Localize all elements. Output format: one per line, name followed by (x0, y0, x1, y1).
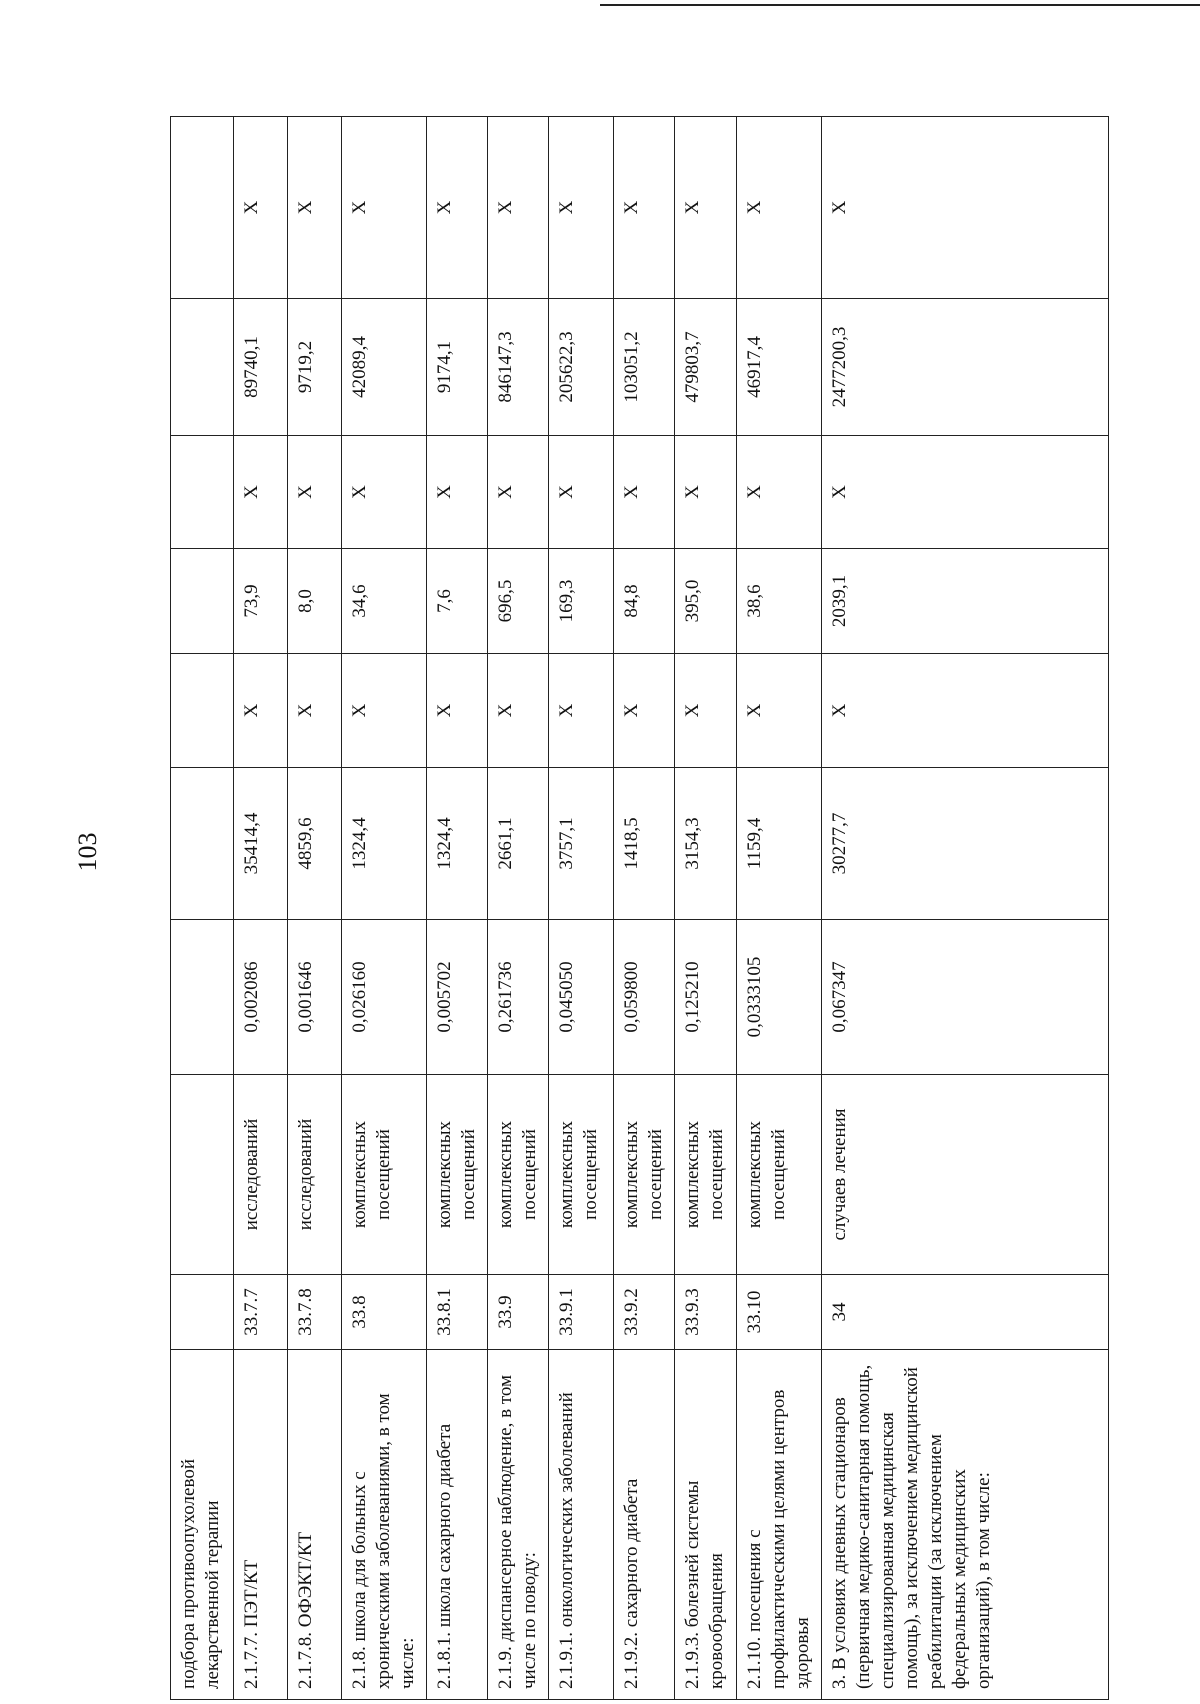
cell-name: 2.1.10. посещения с профилактическими целями центров здоровья (737, 1350, 822, 1700)
cell-volume-per-person: 0,125210 (675, 920, 737, 1075)
cell-unit: комплексных посещений (427, 1075, 488, 1275)
cell-code: 33.7.7 (234, 1275, 288, 1350)
cell-code: 33.9.2 (614, 1275, 675, 1350)
cell-per-capita: 84,8 (614, 549, 675, 654)
table-row (234, 117, 288, 1700)
cell-per-capita: 8,0 (288, 549, 342, 654)
table-body (171, 117, 1109, 1700)
page-number: 103 (73, 832, 102, 872)
cell-total: 846147,3 (488, 299, 549, 436)
table-row (342, 117, 427, 1700)
cell-per-capita: 73,9 (234, 549, 288, 654)
cell-total: 2477200,3 (822, 299, 1109, 436)
cell-cost-per-unit: 1324,4 (427, 768, 488, 920)
cell-total (171, 299, 234, 436)
cell-name: 2.1.7.8. ОФЭКТ/КТ (288, 1350, 342, 1700)
cell-volume-per-person: 0,001646 (288, 920, 342, 1075)
cell-name: 2.1.9.2. сахарного диабета (614, 1350, 675, 1700)
cell-x-mark-1: X (488, 654, 549, 768)
cell-x-mark-1: X (822, 654, 1109, 768)
cell-code: 33.8 (342, 1275, 427, 1350)
cell-cost-per-unit: 35414,4 (234, 768, 288, 920)
cell-x-mark-3: X (488, 117, 549, 299)
table-row (549, 117, 614, 1700)
cell-code: 33.9.1 (549, 1275, 614, 1350)
cell-unit: комплексных посещений (675, 1075, 737, 1275)
financing-table (170, 116, 1109, 1700)
cell-x-mark-2 (171, 436, 234, 549)
table-row (488, 117, 549, 1700)
cell-x-mark-3: X (549, 117, 614, 299)
cell-cost-per-unit: 1418,5 (614, 768, 675, 920)
cell-per-capita: 38,6 (737, 549, 822, 654)
cell-x-mark-1: X (234, 654, 288, 768)
cell-volume-per-person: 0,067347 (822, 920, 1109, 1075)
cell-volume-per-person: 0,045050 (549, 920, 614, 1075)
cell-x-mark-3: X (427, 117, 488, 299)
table-row (822, 117, 1109, 1700)
cell-x-mark-1: X (288, 654, 342, 768)
cell-x-mark-3: X (234, 117, 288, 299)
cell-total: 9174,1 (427, 299, 488, 436)
cell-per-capita: 395,0 (675, 549, 737, 654)
cell-x-mark-2: X (614, 436, 675, 549)
cell-x-mark-3: X (675, 117, 737, 299)
table-row (288, 117, 342, 1700)
cell-unit: комплексных посещений (737, 1075, 822, 1275)
cell-volume-per-person: 0,059800 (614, 920, 675, 1075)
top-rule (600, 4, 1200, 6)
cell-x-mark-1: X (342, 654, 427, 768)
cell-name: 2.1.8. школа для больных с хроническими заболеваниями, в том числе: (342, 1350, 427, 1700)
cell-code: 33.9.3 (675, 1275, 737, 1350)
cell-x-mark-2: X (549, 436, 614, 549)
cell-x-mark-3 (171, 117, 234, 299)
cell-x-mark-2: X (737, 436, 822, 549)
table-row (427, 117, 488, 1700)
cell-x-mark-3: X (342, 117, 427, 299)
cell-volume-per-person: 0,002086 (234, 920, 288, 1075)
cell-volume-per-person: 0,261736 (488, 920, 549, 1075)
cell-x-mark-3: X (737, 117, 822, 299)
cell-x-mark-3: X (614, 117, 675, 299)
cell-x-mark-1: X (427, 654, 488, 768)
cell-total: 205622,3 (549, 299, 614, 436)
cell-total: 42089,4 (342, 299, 427, 436)
cell-unit: исследований (234, 1075, 288, 1275)
cell-unit: комплексных посещений (342, 1075, 427, 1275)
cell-x-mark-2: X (342, 436, 427, 549)
cell-code (171, 1275, 234, 1350)
cell-x-mark-2: X (234, 436, 288, 549)
cell-volume-per-person (171, 920, 234, 1075)
cell-per-capita: 34,6 (342, 549, 427, 654)
cell-name: 3. В условиях дневных стационаров (первичная медико-санитарная помощь, специализированная медицинская помощь), за исключением медицинской реабилитации (за исключением федеральных медицинских организаций), в том числе: (822, 1350, 1109, 1700)
rotated-table-wrapper (170, 117, 1095, 1700)
cell-unit: случаев лечения (822, 1075, 1109, 1275)
cell-x-mark-1: X (614, 654, 675, 768)
cell-cost-per-unit: 3154,3 (675, 768, 737, 920)
cell-per-capita: 2039,1 (822, 549, 1109, 654)
cell-per-capita: 7,6 (427, 549, 488, 654)
cell-unit: исследований (288, 1075, 342, 1275)
cell-x-mark-1: X (737, 654, 822, 768)
cell-unit: комплексных посещений (549, 1075, 614, 1275)
cell-name: 2.1.8.1. школа сахарного диабета (427, 1350, 488, 1700)
cell-name: 2.1.9.3. болезней системы кровообращения (675, 1350, 737, 1700)
cell-x-mark-2: X (427, 436, 488, 549)
cell-cost-per-unit: 4859,6 (288, 768, 342, 920)
cell-x-mark-2: X (288, 436, 342, 549)
cell-name: подбора противоопухолевой лекарственной терапии (171, 1350, 234, 1700)
cell-cost-per-unit: 1159,4 (737, 768, 822, 920)
cell-volume-per-person: 0,026160 (342, 920, 427, 1075)
cell-volume-per-person: 0,005702 (427, 920, 488, 1075)
cell-x-mark-3: X (822, 117, 1109, 299)
cell-cost-per-unit: 30277,7 (822, 768, 1109, 920)
cell-unit: комплексных посещений (614, 1075, 675, 1275)
table-row (171, 117, 234, 1700)
cell-x-mark-2: X (488, 436, 549, 549)
cell-per-capita: 696,5 (488, 549, 549, 654)
cell-x-mark-1 (171, 654, 234, 768)
cell-code: 34 (822, 1275, 1109, 1350)
cell-code: 33.7.8 (288, 1275, 342, 1350)
cell-unit: комплексных посещений (488, 1075, 549, 1275)
cell-total: 89740,1 (234, 299, 288, 436)
cell-volume-per-person: 0,0333105 (737, 920, 822, 1075)
cell-x-mark-1: X (675, 654, 737, 768)
cell-total: 9719,2 (288, 299, 342, 436)
cell-cost-per-unit: 2661,1 (488, 768, 549, 920)
cell-unit (171, 1075, 234, 1275)
cell-x-mark-2: X (822, 436, 1109, 549)
cell-total: 479803,7 (675, 299, 737, 436)
cell-x-mark-2: X (675, 436, 737, 549)
cell-code: 33.10 (737, 1275, 822, 1350)
table-row (737, 117, 822, 1700)
cell-cost-per-unit (171, 768, 234, 920)
table-row (614, 117, 675, 1700)
cell-total: 103051,2 (614, 299, 675, 436)
cell-x-mark-1: X (549, 654, 614, 768)
cell-per-capita (171, 549, 234, 654)
cell-code: 33.9 (488, 1275, 549, 1350)
cell-name: 2.1.9.1. онкологических заболеваний (549, 1350, 614, 1700)
cell-code: 33.8.1 (427, 1275, 488, 1350)
cell-cost-per-unit: 3757,1 (549, 768, 614, 920)
cell-name: 2.1.7.7. ПЭТ/КТ (234, 1350, 288, 1700)
cell-per-capita: 169,3 (549, 549, 614, 654)
cell-cost-per-unit: 1324,4 (342, 768, 427, 920)
cell-name: 2.1.9. диспансерное наблюдение, в том числе по поводу: (488, 1350, 549, 1700)
cell-total: 46917,4 (737, 299, 822, 436)
table-row (675, 117, 737, 1700)
cell-x-mark-3: X (288, 117, 342, 299)
